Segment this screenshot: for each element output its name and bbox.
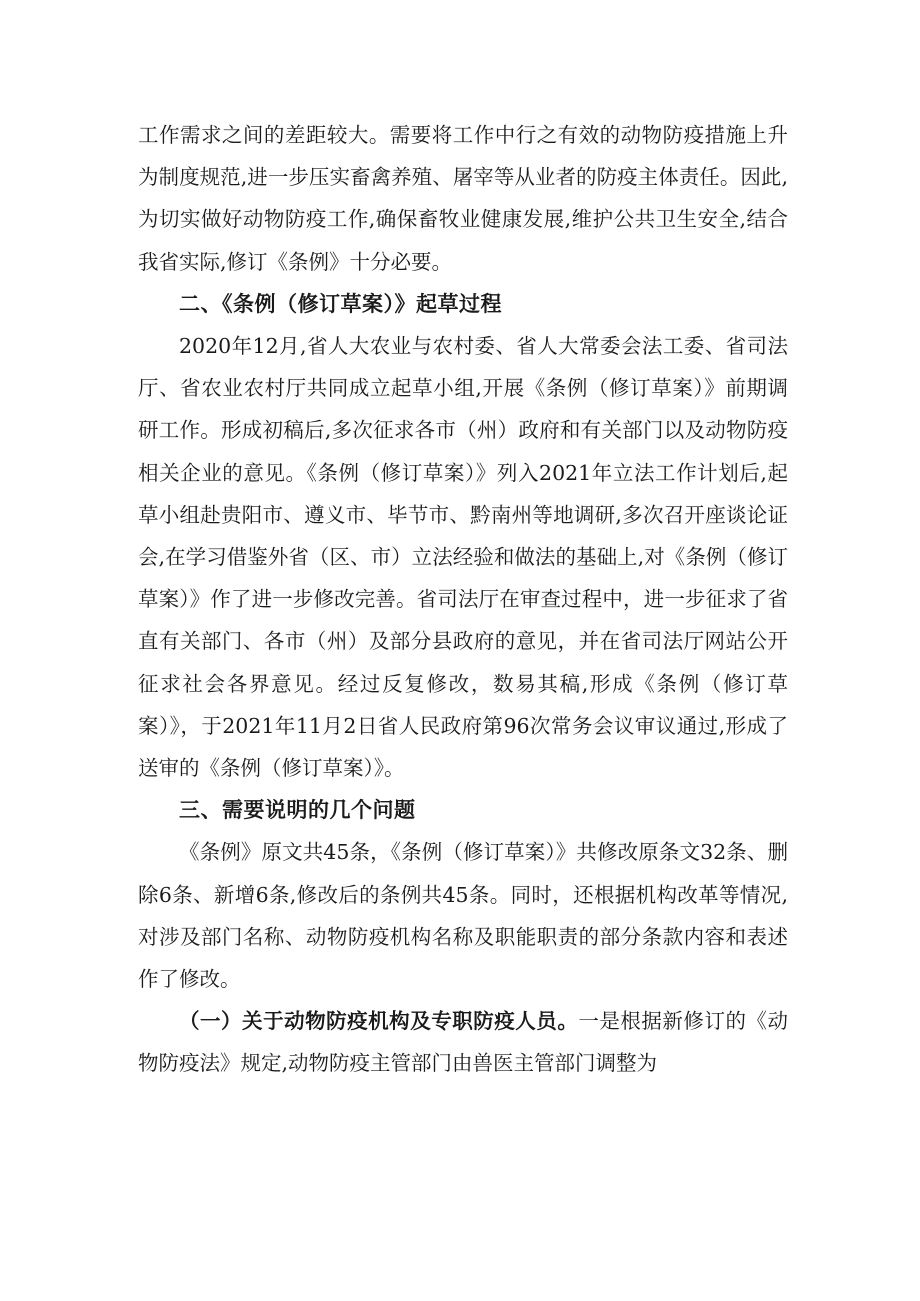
paragraph-item-one — [138, 1000, 788, 1084]
document-page — [138, 114, 788, 1085]
item-one-lead: （一）关于动物防疫机构及专职防疫人员。 — [179, 1009, 579, 1034]
paragraph-drafting-process: 2020年12月,省人大农业与农村委、省人大常委会法工委、省司法厅、省农业农村厅共同成立起草小组,开展《条例（修订草案）》前期调研工作。形成初稿后,多次征求各市（州）政府和有关部门以及动物防疫相关企业的意见。《条例（修订草案）》列入2021年立法工作计划后,起草小组赴贵阳市、遵义市、毕节市、黔南州等地调研,多次召开座谈论证会,在学习借鉴外省（区、市）立法经验和做法的基础上,对《条例（修订草案）》作了进一步修改完善。省司法厅在审查过程中，进一步征求了省直有关部门、各市（州）及部分县政府的意见，并在省司法厅网站公开征求社会各界意见。经过反复修改，数易其稿,形成《条例（修订草案）》，于2021年11月2日省人民政府第96次常务会议审议通过,形成了送审的《条例（修订草案）》。 — [138, 334, 788, 781]
paragraph-background: 工作需求之间的差距较大。需要将工作中行之有效的动物防疫措施上升为制度规范,进一步压实畜禽养殖、屠宰等从业者的防疫主体责任。因此,为切实做好动物防疫工作,确保畜牧业健康发展,维护公共卫生安全,结合我省实际,修订《条例》十分必要。 — [138, 123, 788, 274]
item-one-body: 一是根据新修订的《动物防疫法》规定,动物防疫主管部门由兽医主管部门调整为 — [138, 1009, 789, 1076]
section-heading-drafting-process: 二、《条例（修订草案）》起草过程 — [179, 291, 502, 316]
paragraph-issues-overview: 《条例》原文共45条，《条例（修订草案）》共修改原条文32条、删除6条、新增6条,修改后的条例共45条。同时，还根据机构改革等情况,对涉及部门名称、动物防疫机构名称及职能职责的部分条款内容和表述作了修改。 — [138, 840, 788, 992]
section-heading-issues: 三、需要说明的几个问题 — [179, 798, 416, 823]
